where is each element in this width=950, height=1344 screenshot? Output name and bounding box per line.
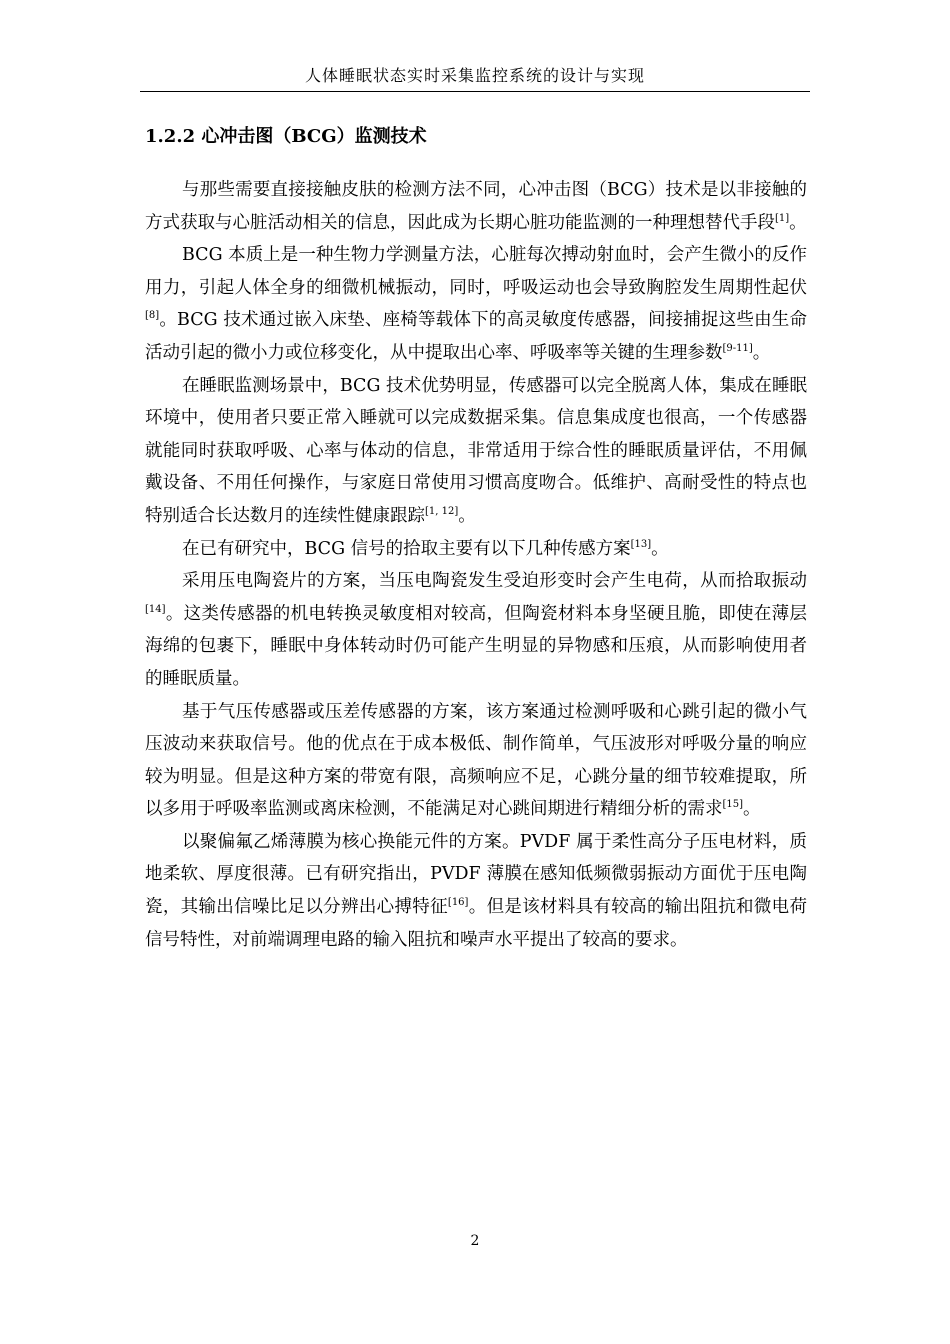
citation: [8] — [145, 310, 160, 322]
body-text — [145, 174, 807, 956]
citation: [14] — [145, 603, 166, 615]
paragraph-1: 与那些需要直接接触皮肤的检测方法不同，心冲击图（BCG）技术是以非接触的方式获取与心脏活动相关的信息，因此成为长期心脏功能监测的一种理想替代手段[1]。 — [145, 180, 807, 233]
citation: [1] — [775, 212, 790, 224]
section-heading: 1.2.2 心冲击图（BCG）监测技术 — [145, 126, 427, 147]
citation: [13] — [630, 538, 652, 550]
citation: [16] — [447, 897, 469, 909]
header-rule — [140, 91, 810, 92]
paragraph-4: 在已有研究中，BCG 信号的拾取主要有以下几种传感方案[13]。 — [182, 538, 669, 559]
citation: [9-11] — [722, 343, 753, 355]
paragraph-7: 以聚偏氟乙烯薄膜为核心换能元件的方案。PVDF 属于柔性高分子压电材料，质地柔软、厚度很薄。已有研究指出，PVDF 薄膜在感知低频微弱振动方面优于压电陶瓷，其输出信噪比足以分辨出心搏特征[16]。但是该材料具有较高的输出阻抗和微电荷信号特性，对前端调理电路的输入阻抗和噪声水平提出了较高的要求。 — [145, 831, 808, 950]
running-header: 人体睡眠状态实时采集监控系统的设计与实现 — [304, 66, 645, 85]
paragraph-3: 在睡眠监测场景中，BCG 技术优势明显，传感器可以完全脱离人体，集成在睡眠环境中，使用者只要正常入睡就可以完成数据采集。信息集成度也很高，一个传感器就能同时获取呼吸、心率与体动的信息，非常适用于综合性的睡眠质量评估，不用佩戴设备、不用任何操作，与家庭日常使用习惯高度吻合。低维护、高耐受性的特点也特别适合长达数月的连续性健康跟踪[1, 12]。 — [145, 375, 807, 526]
paragraph-2: BCG 本质上是一种生物力学测量方法，心脏每次搏动射血时，会产生微小的反作用力，引起人体全身的细微机械振动，同时，呼吸运动也会导致胸腔发生周期性起伏[8]。BCG 技术通过嵌入床垫、座椅等载体下的高灵敏度传感器，间接捕捉这些由生命活动引起的微小力或位移变化，从中提取出心率、呼吸率等关键的生理参数[9-11]。 — [145, 245, 807, 363]
paragraph-6: 基于气压传感器或压差传感器的方案，该方案通过检测呼吸和心跳引起的微小气压波动来获取信号。他的优点在于成本极低、制作简单，气压波形对呼吸分量的响应较为明显。但是这种方案的带宽有限，高频响应不足，心跳分量的细节较难提取，所以多用于呼吸率监测或离床检测，不能满足对心跳间期进行精细分析的需求[15]。 — [145, 701, 807, 820]
paragraph-5: 采用压电陶瓷片的方案，当压电陶瓷发生受迫形变时会产生电荷，从而拾取振动[14]。这类传感器的机电转换灵敏度相对较高，但陶瓷材料本身坚硬且脆，即使在薄层海绵的包裹下，睡眠中身体转动时仍可能产生明显的异物感和压痕，从而影响使用者的睡眠质量。 — [145, 571, 807, 689]
page-number: 2 — [470, 1233, 480, 1249]
citation: [15] — [722, 799, 744, 811]
citation: [1, 12] — [425, 506, 459, 518]
